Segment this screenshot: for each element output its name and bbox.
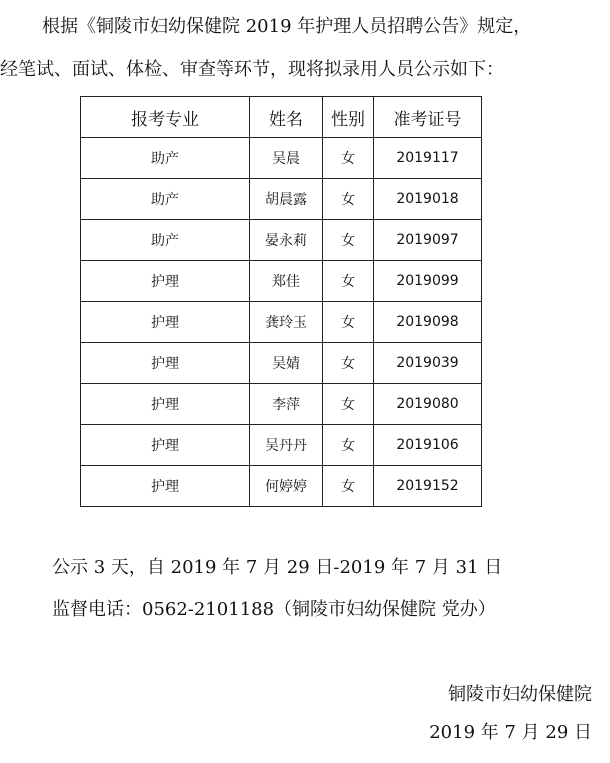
cell-gender: 女 (323, 343, 374, 384)
cell-gender: 女 (323, 384, 374, 425)
cell-major: 护理 (81, 425, 250, 466)
signature-date: 2019 年 7 月 29 日 (429, 722, 592, 743)
cell-name: 吴婧 (250, 343, 323, 384)
table-row (81, 384, 482, 425)
cell-gender: 女 (323, 302, 374, 343)
cell-name: 郑佳 (250, 261, 323, 302)
cell-exam-id: 2019117 (374, 138, 482, 179)
cell-major: 助产 (81, 138, 250, 179)
cell-exam-id: 2019080 (374, 384, 482, 425)
table-row (81, 261, 482, 302)
table-row (81, 343, 482, 384)
cell-gender: 女 (323, 220, 374, 261)
intro-line-1: 根据《铜陵市妇幼保健院 2019 年护理人员招聘公告》规定， (42, 16, 532, 37)
cell-name: 龚玲玉 (250, 302, 323, 343)
cell-gender: 女 (323, 261, 374, 302)
table-row (81, 302, 482, 343)
signature-org: 铜陵市妇幼保健院 (448, 684, 592, 705)
publicity-period-text: 公示 3 天，自 2019 年 7 月 29 日-2019 年 7 月 31 日 (52, 557, 503, 578)
cell-major: 护理 (81, 466, 250, 507)
cell-exam-id: 2019152 (374, 466, 482, 507)
cell-exam-id: 2019106 (374, 425, 482, 466)
cell-exam-id: 2019018 (374, 179, 482, 220)
cell-exam-id: 2019097 (374, 220, 482, 261)
header-name: 姓名 (250, 97, 323, 138)
table-row (81, 425, 482, 466)
cell-gender: 女 (323, 466, 374, 507)
supervision-phone-text: 监督电话：0562-2101188（铜陵市妇幼保健院 党办） (52, 599, 496, 620)
table-row (81, 179, 482, 220)
table-row (81, 466, 482, 507)
cell-name: 胡晨露 (250, 179, 323, 220)
cell-major: 助产 (81, 220, 250, 261)
table-row (81, 220, 482, 261)
header-major: 报考专业 (81, 97, 250, 138)
cell-name: 晏永莉 (250, 220, 323, 261)
cell-gender: 女 (323, 425, 374, 466)
cell-exam-id: 2019098 (374, 302, 482, 343)
cell-major: 助产 (81, 179, 250, 220)
cell-exam-id: 2019099 (374, 261, 482, 302)
cell-major: 护理 (81, 261, 250, 302)
table-row (81, 138, 482, 179)
cell-name: 吴丹丹 (250, 425, 323, 466)
header-exam-id: 准考证号 (374, 97, 482, 138)
cell-exam-id: 2019039 (374, 343, 482, 384)
table-header-row (81, 97, 482, 138)
hire-list-table (80, 96, 482, 507)
header-gender: 性别 (323, 97, 374, 138)
cell-major: 护理 (81, 343, 250, 384)
cell-name: 何婷婷 (250, 466, 323, 507)
cell-gender: 女 (323, 179, 374, 220)
intro-line-2: 经笔试、面试、体检、审查等环节，现将拟录用人员公示如下： (0, 59, 504, 80)
cell-name: 李萍 (250, 384, 323, 425)
cell-major: 护理 (81, 384, 250, 425)
cell-gender: 女 (323, 138, 374, 179)
cell-major: 护理 (81, 302, 250, 343)
cell-name: 吴晨 (250, 138, 323, 179)
